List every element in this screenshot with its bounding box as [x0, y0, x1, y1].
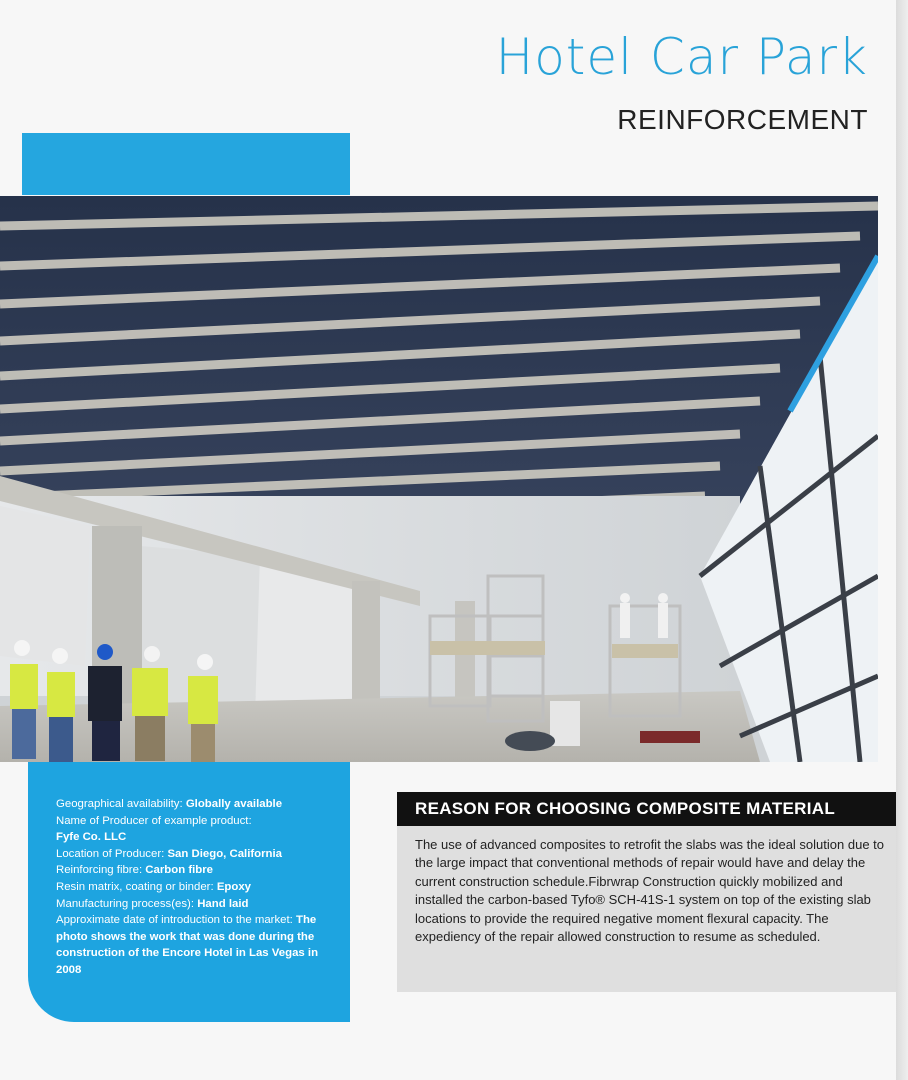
poster-title: Hotel Car Park — [495, 28, 868, 86]
geo-value: Globally available — [185, 798, 283, 810]
reason-box — [397, 792, 897, 992]
poster-subtitle: REINFORCEMENT — [617, 104, 868, 135]
manufacturing-process — [56, 896, 336, 913]
producer-label: Name of Producer of example product: — [56, 814, 252, 827]
reason-body: The use of advanced composites to retrofit the slabs was the ideal solution due to the large impact that conventional methods of repair would have and delay the current construction schedule.Fibrwrap Construction quickly mobilized and installed the carbon-based Tyfo® SCH-41S-1 system on top of the existing slab locations to provide the required negative moment flexural capacity. The expediency of the repair allowed construction to resume as scheduled. — [415, 837, 884, 945]
process-label: Manufacturing process(es): — [56, 897, 195, 910]
producer-name-value-row — [56, 829, 336, 846]
location-label: Location of Producer: — [56, 847, 165, 860]
date-label: Approximate date of introduction to the market: — [56, 914, 293, 927]
location-value: San Diego, California — [167, 847, 283, 860]
fibre-value: Carbon fibre — [145, 864, 213, 877]
producer-value: Fyfe Co. LLC — [56, 831, 127, 844]
date-value: The photo shows the work that was done during the construction of the Encore Hotel in Las Vegas in 2008 — [56, 914, 319, 976]
geo-label: Geographical availability: — [56, 798, 183, 810]
product-info-panel — [28, 762, 350, 1022]
fibre-label: Reinforcing fibre: — [56, 864, 143, 877]
board-edge — [896, 0, 908, 1080]
resin-value: Epoxy — [216, 880, 251, 893]
reason-heading: REASON FOR CHOOSING COMPOSITE MATERIAL — [397, 792, 897, 826]
car-park-photo — [0, 196, 878, 762]
resin-matrix — [56, 879, 336, 896]
producer-location — [56, 846, 336, 863]
producer-name-label-row — [56, 813, 336, 830]
process-value: Hand laid — [197, 897, 249, 910]
resin-label: Resin matrix, coating or binder: — [56, 880, 214, 893]
accent-bar — [22, 133, 350, 195]
geo-availability — [56, 796, 336, 813]
reinforcing-fibre — [56, 862, 336, 879]
introduction-date — [56, 912, 336, 978]
